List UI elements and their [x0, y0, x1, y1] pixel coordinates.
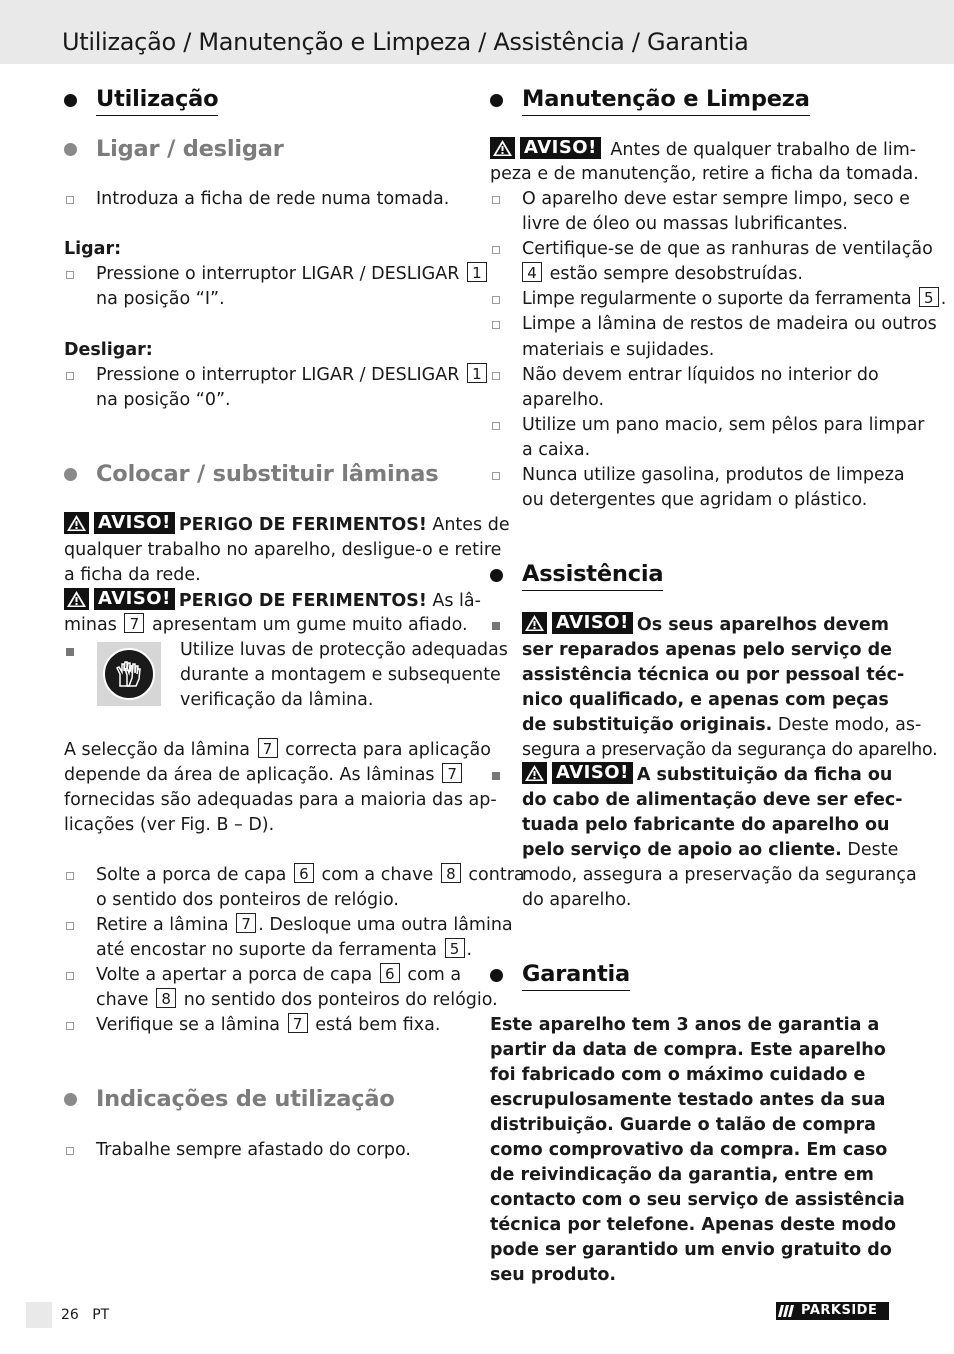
list-item: Limpe regularmente o suporte da ferramenta 5 . [522, 289, 947, 309]
section-heading-assistencia: Assistência [490, 559, 663, 591]
footer-page-info [61, 1304, 109, 1326]
list-item: Volte a apertar a porca de capa 6 com a [96, 965, 462, 985]
assist-line: AVISO! A substituição da ficha ou [522, 762, 892, 788]
list-item-cont: chave 8 no sentido dos ponteiros do relógio. [96, 990, 498, 1010]
assist-line: do cabo de alimentação deve ser efec- [522, 790, 903, 810]
ref-number: 7 [442, 763, 462, 783]
list-item: Trabalhe sempre afastado do corpo. [96, 1140, 411, 1160]
assist-line: AVISO! Os seus aparelhos devem [522, 612, 889, 638]
assist-line: tuada pelo fabricante do aparelho ou [522, 815, 890, 835]
section-heading-ligar-desligar: Ligar / desligar [64, 134, 284, 164]
warning-line: minas 7 apresentam um gume muito afiado. [64, 615, 468, 635]
gloves-icon [97, 642, 161, 706]
warranty-line: Este aparelho tem 3 anos de garantia a [490, 1015, 880, 1035]
section-heading-colocar: Colocar / substituir lâminas [64, 459, 438, 489]
section-heading-garantia: Garantia [490, 959, 630, 991]
ref-number: 8 [441, 863, 461, 883]
assist-line: assistência técnica ou por pessoal téc- [522, 665, 905, 685]
list-item-cont: na posição “I”. [96, 289, 225, 309]
warning-line: peza e de manutenção, retire a ficha da tomada. [490, 164, 919, 184]
list-item-cont: a caixa. [522, 440, 591, 460]
brand-logo: PARKSIDE [776, 1302, 889, 1320]
list-item: Utilize um pano macio, sem pêlos para limpar [522, 415, 925, 435]
gloves-text: verificação da lâmina. [180, 690, 374, 710]
checkbox-bullet-icon [66, 1147, 74, 1155]
paragraph-line: fornecidas são adequadas para a maioria das ap- [64, 790, 497, 810]
ref-number: 7 [258, 738, 278, 758]
paragraph-line: licações (ver Fig. B – D). [64, 815, 275, 835]
checkbox-bullet-icon [492, 296, 500, 304]
ligar-label: Ligar: [64, 239, 122, 259]
list-item-cont: o sentido dos ponteiros de relógio. [96, 890, 399, 910]
warning-triangle-icon [522, 762, 547, 784]
gloves-text: durante a montagem e subsequente [180, 665, 501, 685]
checkbox-bullet-icon [66, 271, 74, 279]
page-marker [26, 1302, 52, 1328]
warranty-line: distribuição. Guarde o talão de compra [490, 1115, 876, 1135]
checkbox-bullet-icon [492, 372, 500, 380]
list-item: Verifique se a lâmina 7 está bem fixa. [96, 1015, 441, 1035]
warning-line: AVISO! Antes de qualquer trabalho de lim- [490, 137, 916, 163]
ref-number: 8 [156, 988, 176, 1008]
checkbox-bullet-icon [492, 196, 500, 204]
warranty-line: como comprovativo da compra. Em caso [490, 1140, 888, 1160]
aviso-badge: AVISO! [94, 588, 175, 610]
checkbox-bullet-icon [492, 422, 500, 430]
assist-line: do aparelho. [522, 890, 632, 910]
paragraph-line: depende da área de aplicação. As lâminas 7 [64, 763, 464, 788]
checkbox-bullet-icon [66, 922, 74, 930]
list-item-cont: 4 estão sempre desobstruídas. [522, 262, 803, 287]
warning-triangle-icon [64, 588, 89, 610]
assist-line: nico qualificado, e apenas com peças [522, 690, 889, 710]
list-item: Pressione o interruptor LIGAR / DESLIGAR 1 [96, 363, 489, 388]
logo-stripes-icon [776, 1302, 798, 1320]
square-bullet-icon [492, 622, 500, 630]
list-item-cont: na posição “0”. [96, 390, 231, 410]
aviso-badge: AVISO! [520, 137, 601, 159]
aviso-badge: AVISO! [94, 512, 175, 534]
gloves-text: Utilize luvas de protecção adequadas [180, 640, 508, 660]
list-item-cont: aparelho. [522, 390, 605, 410]
list-item-cont: materiais e sujidades. [522, 340, 715, 360]
aviso-badge: AVISO! [552, 612, 633, 634]
ref-number: 7 [124, 613, 144, 633]
ref-number: 6 [294, 863, 314, 883]
section-heading-utilizacao: Utilização [64, 84, 218, 116]
assist-line: ser reparados apenas pelo serviço de [522, 640, 893, 660]
bullet-icon [490, 569, 503, 582]
warranty-line: escrupulosamente testado antes da sua [490, 1090, 886, 1110]
list-item-cont: ou detergentes que agridam o plástico. [522, 490, 868, 510]
bullet-icon [64, 143, 77, 156]
list-item: O aparelho deve estar sempre limpo, seco e [522, 189, 910, 209]
ref-number: 1 [467, 262, 487, 282]
warning-line: AVISO! PERIGO DE FERIMENTOS! As lâ- [64, 588, 481, 614]
page-title: Utilização / Manutenção e Limpeza / Assistência / Garantia [62, 28, 749, 56]
warning-triangle-icon [64, 512, 89, 534]
checkbox-bullet-icon [66, 872, 74, 880]
warranty-line: partir da data de compra. Este aparelho [490, 1040, 886, 1060]
checkbox-bullet-icon [66, 196, 74, 204]
assist-line: de substituição originais. Deste modo, as- [522, 715, 922, 735]
warranty-line: seu produto. [490, 1265, 617, 1285]
checkbox-bullet-icon [492, 246, 500, 254]
paragraph-line: A selecção da lâmina 7 correcta para aplicação [64, 740, 491, 760]
assist-line: segura a preservação da segurança do aparelho. [522, 740, 938, 760]
warning-triangle-icon [522, 612, 547, 634]
assist-line: pelo serviço de apoio ao cliente. Deste [522, 840, 899, 860]
language-code: PT [92, 1307, 110, 1323]
list-item: Solte a porca de capa 6 com a chave 8 contra [96, 865, 525, 885]
bullet-icon [64, 94, 77, 107]
warning-line: AVISO! PERIGO DE FERIMENTOS! Antes de [64, 512, 510, 538]
ref-number: 5 [919, 287, 939, 307]
aviso-badge: AVISO! [552, 762, 633, 784]
bullet-icon [64, 1093, 77, 1106]
bullet-icon [64, 468, 77, 481]
bullet-icon [490, 969, 503, 982]
warranty-line: técnica por telefone. Apenas deste modo [490, 1215, 897, 1235]
list-item-cont: até encostar no suporte da ferramenta 5 . [96, 940, 473, 960]
warranty-line: foi fabricado com o máximo cuidado e [490, 1065, 866, 1085]
list-item: Pressione o interruptor LIGAR / DESLIGAR 1 [96, 262, 489, 287]
assist-line: modo, assegura a preservação da segurança [522, 865, 917, 885]
checkbox-bullet-icon [66, 1022, 74, 1030]
section-heading-manutencao: Manutenção e Limpeza [490, 84, 810, 116]
warning-line: qualquer trabalho no aparelho, desligue-o e retire [64, 540, 502, 560]
list-item-cont: livre de óleo ou massas lubrificantes. [522, 214, 848, 234]
ref-number: 6 [380, 963, 400, 983]
list-item: Limpe a lâmina de restos de madeira ou outros [522, 314, 937, 334]
square-bullet-icon [66, 648, 74, 656]
section-heading-indicacoes: Indicações de utilização [64, 1084, 395, 1114]
list-item: Não devem entrar líquidos no interior do [522, 365, 879, 385]
warning-line: a ficha da rede. [64, 565, 201, 585]
list-item: Retire a lâmina 7 . Desloque uma outra lâmina [96, 915, 513, 935]
checkbox-bullet-icon [492, 321, 500, 329]
bullet-icon [490, 94, 503, 107]
square-bullet-icon [492, 772, 500, 780]
warranty-line: de reivindicação da garantia, entre em [490, 1165, 874, 1185]
ref-number: 4 [522, 262, 542, 282]
list-item: Nunca utilize gasolina, produtos de limpeza [522, 465, 905, 485]
list-item: Introduza a ficha de rede numa tomada. [96, 189, 450, 209]
warning-triangle-icon [490, 137, 515, 159]
ref-number: 5 [445, 938, 465, 958]
ref-number: 7 [236, 913, 256, 933]
ref-number: 7 [288, 1013, 308, 1033]
list-item: Certifique-se de que as ranhuras de ventilação [522, 239, 933, 259]
ref-number: 1 [467, 363, 487, 383]
warranty-line: contacto com o seu serviço de assistência [490, 1190, 905, 1210]
checkbox-bullet-icon [66, 972, 74, 980]
checkbox-bullet-icon [66, 372, 74, 380]
warranty-line: pode ser garantido um envio gratuito do [490, 1240, 892, 1260]
desligar-label: Desligar: [64, 340, 153, 360]
checkbox-bullet-icon [492, 472, 500, 480]
page-number: 26 [61, 1307, 79, 1323]
